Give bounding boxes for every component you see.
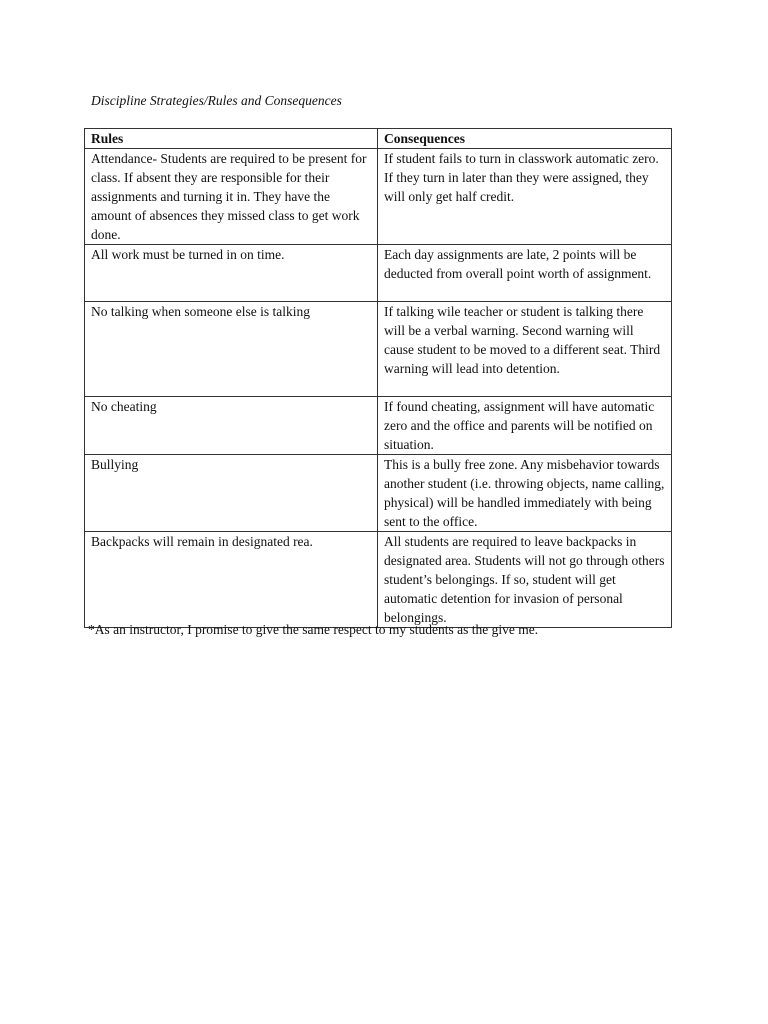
table-row [85,302,672,397]
rules-column-header: Rules [85,129,378,149]
table-row [85,397,672,455]
table-row [85,149,672,245]
consequence-cell: This is a bully free zone. Any misbehavior towards another student (i.e. throwing objects, name calling, physical) will be handled immediately with being sent to the office. [378,455,672,532]
rule-cell: All work must be turned in on time. [85,245,378,302]
rule-cell: Bullying [85,455,378,532]
consequence-cell: If talking wile teacher or student is talking there will be a verbal warning. Second warning will cause student to be moved to a different seat. Third warning will lead into detention. [378,302,672,397]
rule-cell: No cheating [85,397,378,455]
document-title: Discipline Strategies/Rules and Consequences [91,93,342,108]
table-row [85,455,672,532]
rules-consequences-table [84,128,672,628]
table-header-row [85,129,672,149]
rule-cell: Backpacks will remain in designated rea. [85,532,378,628]
table-row [85,245,672,302]
rule-cell: No talking when someone else is talking [85,302,378,397]
consequence-cell: If found cheating, assignment will have automatic zero and the office and parents will be notified on situation. [378,397,672,455]
instructor-footnote: *As an instructor, I promise to give the same respect to my students as the give me. [88,622,539,637]
table-row [85,532,672,628]
consequence-cell: Each day assignments are late, 2 points will be deducted from overall point worth of assignment. [378,245,672,302]
rule-cell: Attendance- Students are required to be present for class. If absent they are responsible for their assignments and turning it in. They have the amount of absences they missed class to get work done. [85,149,378,245]
consequences-column-header: Consequences [378,129,672,149]
consequence-cell: All students are required to leave backpacks in designated area. Students will not go through others student’s belongings. If so, student will get automatic detention for invasion of personal belongings. [378,532,672,628]
consequence-cell: If student fails to turn in classwork automatic zero. If they turn in later than they were assigned, they will only get half credit. [378,149,672,245]
